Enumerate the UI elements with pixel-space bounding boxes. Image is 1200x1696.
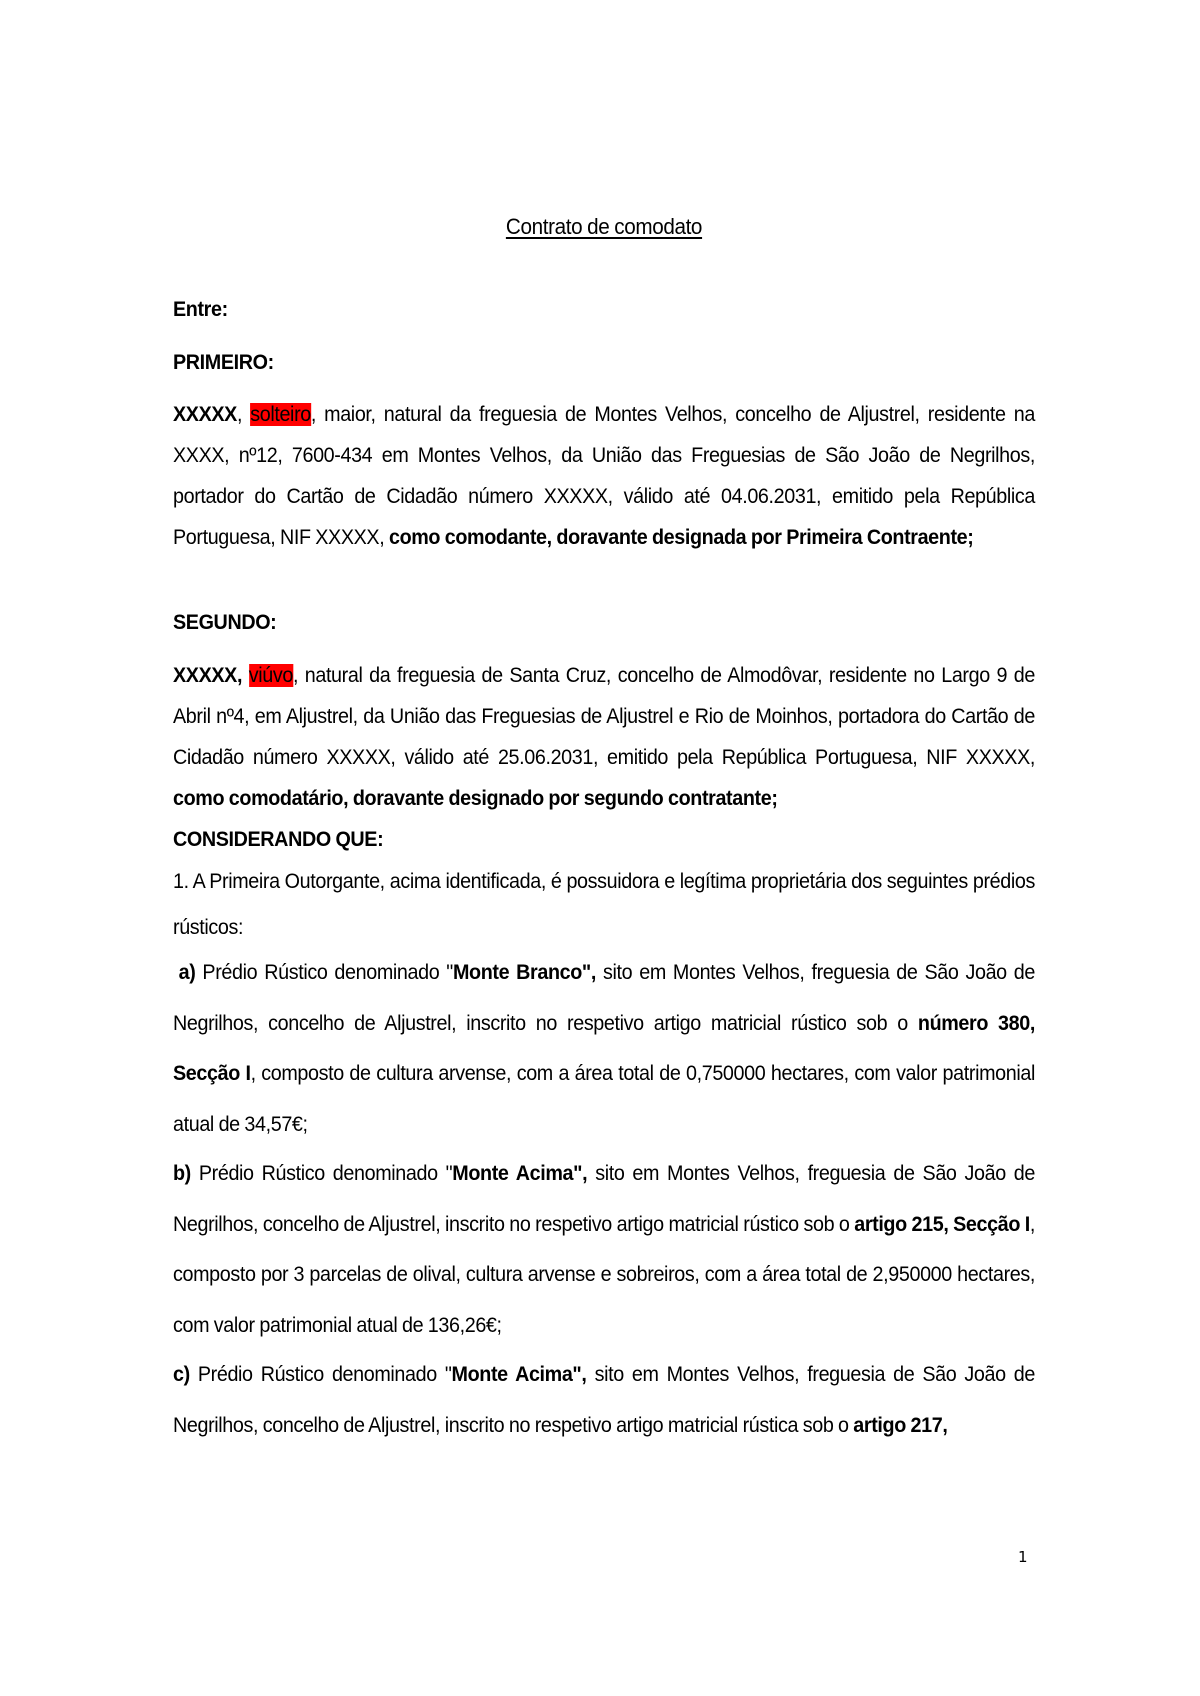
- item-c-text-1: Prédio Rústico denominado ": [189, 1363, 452, 1386]
- item-b: [173, 1149, 1035, 1351]
- considerando-item-1-text: 1. A Primeira Outorgante, acima identificada, é possuidora e legítima proprietária dos seguintes prédios rústicos:: [173, 870, 1035, 939]
- primeiro-text: , maior, natural da freguesia de Montes Velhos, concelho de Aljustrel, residente na XXXX, nº12, 7600-434 em Montes Velhos, da União das Freguesias de São João de Negrilhos, portador do Cartão de Cidadão número XXXXX, válido até 04.06.2031, emitido pela República Portuguesa, NIF XXXXX,: [173, 403, 1035, 549]
- segundo-heading: SEGUNDO:: [173, 611, 277, 634]
- item-a-text-3: , composto de cultura arvense, com a área total de 0,750000 hectares, com valor patrimonial atual de 34,57€;: [173, 1062, 1035, 1136]
- item-b-label: b): [173, 1162, 191, 1185]
- document-title: Contrato de comodato: [505, 214, 703, 239]
- item-b-text-3: , composto por 3 parcelas de olival, cultura arvense e sobreiros, com a área total de 2,950000 hectares, com valor patrimonial atual de 136,26€;: [173, 1212, 1035, 1337]
- item-c-ref: artigo 217,: [853, 1413, 948, 1437]
- segundo-text: , natural da freguesia de Santa Cruz, concelho de Almodôvar, residente no Largo 9 de Abril nº4, em Aljustrel, da União das Freguesias de Aljustrel e Rio de Moinhos, portadora do Cartão de Cidadão número XXXXX, válido até 25.06.2031, emitido pela República Portuguesa, NIF XXXXX,: [173, 664, 1035, 769]
- item-c-text-2: sito em Montes Velhos, freguesia de São João de Negrilhos, concelho de Aljustrel, inscrito no respetivo artigo matricial rústica sob o: [173, 1363, 1035, 1437]
- segundo-status-highlight: viúvo: [248, 664, 293, 687]
- primeiro-status-highlight: solteiro: [250, 403, 311, 426]
- segundo-paragraph: [173, 655, 1035, 819]
- primeiro-heading: PRIMEIRO:: [173, 351, 274, 374]
- item-a: [173, 948, 1035, 1150]
- item-b-text-2: sito em Montes Velhos, freguesia de São João de Negrilhos, concelho de Aljustrel, inscrito no respetivo artigo matricial rústico sob o: [173, 1162, 1035, 1236]
- primeiro-sep: ,: [236, 403, 251, 426]
- item-c-label: c): [173, 1363, 190, 1386]
- item-a-text-1: Prédio Rústico denominado ": [195, 961, 453, 984]
- considerando-item-1: [173, 859, 1035, 951]
- segundo-name: XXXXX,: [173, 664, 249, 687]
- item-c-name: Monte Acima",: [451, 1363, 587, 1386]
- item-c: [173, 1350, 1035, 1451]
- segundo-role: como comodatário, doravante designado por segundo contratante;: [173, 787, 778, 810]
- primeiro-paragraph: [173, 394, 1035, 558]
- item-a-text-2: sito em Montes Velhos, freguesia de São João de Negrilhos, concelho de Aljustrel, inscrito no respetivo artigo matricial rústico sob o: [173, 961, 1035, 1035]
- item-a-ref: número 380, Secção I: [173, 1011, 1035, 1085]
- page-number: 1: [1018, 1548, 1028, 1566]
- considerando-heading: CONSIDERANDO QUE:: [173, 828, 384, 851]
- item-b-text-1: Prédio Rústico denominado ": [190, 1162, 453, 1185]
- item-a-label: a): [178, 961, 196, 984]
- item-b-name: Monte Acima",: [452, 1162, 588, 1185]
- item-a-name: Monte Branco",: [452, 961, 597, 984]
- primeiro-name: XXXXX: [173, 403, 237, 426]
- item-b-ref: artigo 215, Secção I: [854, 1212, 1030, 1236]
- primeiro-role: como comodante, doravante designada por Primeira Contraente;: [388, 526, 974, 549]
- entre-label: Entre:: [173, 298, 228, 321]
